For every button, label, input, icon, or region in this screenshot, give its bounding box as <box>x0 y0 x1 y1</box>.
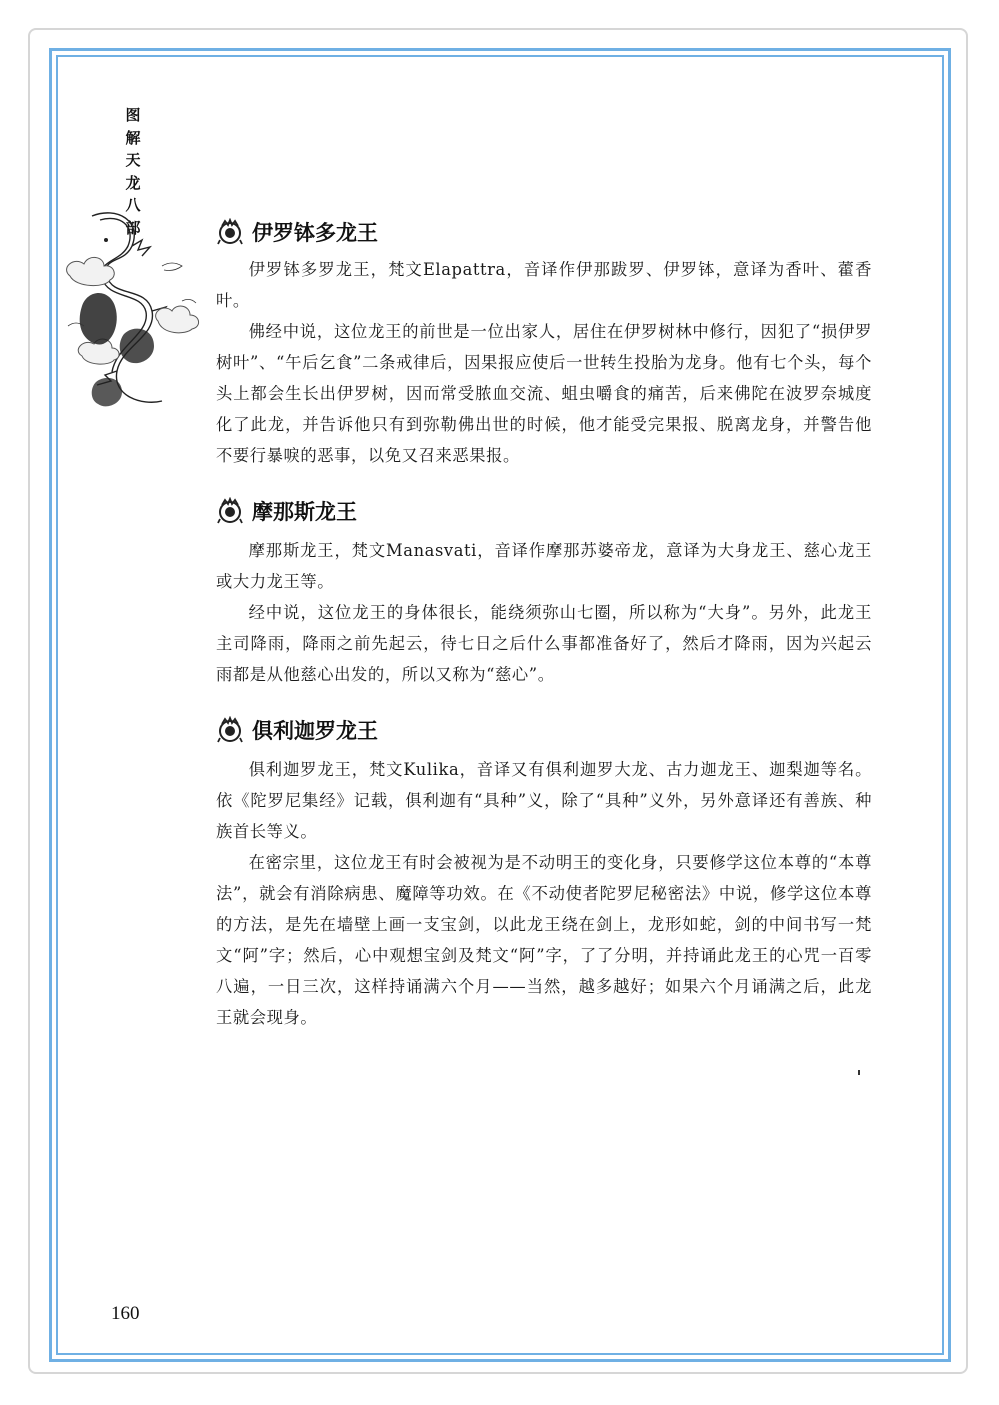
dragon-emblem-icon <box>216 716 244 744</box>
article-body <box>216 214 872 1033</box>
side-title-char: 八 <box>125 196 141 214</box>
section-title: 伊罗钵多龙王 <box>252 221 378 245</box>
section-heading <box>216 214 872 250</box>
paragraph: 在密宗里，这位龙王有时会被视为是不动明王的变化身，只要修学这位本尊的“本尊法”，就会有消除病患、魔障等功效。在《不动使者陀罗尼秘密法》中说，修学这位本尊的方法，是先在墙壁上画一支宝剑，以此龙王绕在剑上，龙形如蛇，剑的中间书写一梵文“阿”字；然后，心中观想宝剑及梵文“阿”字，了了分明，并持诵此龙王的心咒一百零八遍，一日三次，这样持诵满六个月——当然，越多越好；如果六个月诵满之后，此龙王就会现身。 <box>216 853 872 1027</box>
dragon-emblem-icon <box>216 497 244 525</box>
section-kulika <box>216 712 872 1033</box>
print-mark <box>858 1070 860 1075</box>
side-title-char: 龙 <box>125 173 141 192</box>
paragraph: 经中说，这位龙王的身体很长，能绕须弥山七圈，所以称为“大身”。另外，此龙王主司降雨，降雨之前先起云，待七日之后什么事都准备好了，然后才降雨，因为兴起云雨都是从他慈心出发的，所以又称为“慈心”。 <box>216 603 872 684</box>
dragon-illustration <box>62 206 210 416</box>
paragraph: 摩那斯龙王，梵文Manasvati，音译作摩那苏婆帝龙，意译为大身龙王、慈心龙王或大力龙王等。 <box>216 541 872 591</box>
paragraph: 佛经中说，这位龙王的前世是一位出家人，居住在伊罗树林中修行，因犯了“损伊罗树叶”、“午后乞食”二条戒律后，因果报应使后一世转生投胎为龙身。他有七个头，每个头上都会生长出伊罗树，因而常受脓血交流、蛆虫嚼食的痛苦，后来佛陀在波罗奈城度化了此龙，并告诉他只有到弥勒佛出世的时候，他才能受完果报、脱离龙身，并警告他不要行暴唳的恶事，以免又召来恶果报。 <box>216 322 872 465</box>
paragraph: 俱利迦罗龙王，梵文Kulika，音译又有俱利迦罗大龙、古力迦龙王、迦梨迦等名。依《陀罗尼集经》记载，俱利迦有“具种”义，除了“具种”义外，另外意译还有善族、种族首长等义。 <box>216 760 872 841</box>
side-title-char: 天 <box>125 151 141 169</box>
section-heading <box>216 712 872 748</box>
section-title: 摩那斯龙王 <box>252 500 357 524</box>
paragraph: 伊罗钵多罗龙王，梵文Elapattra，音译作伊那跋罗、伊罗钵，意译为香叶、藿香叶。 <box>216 260 872 310</box>
section-title: 俱利迦罗龙王 <box>252 719 378 743</box>
side-title-char: 部 <box>125 218 141 237</box>
page-number: 160 <box>111 1303 140 1324</box>
section-manasvati <box>216 493 872 690</box>
dragon-emblem-icon <box>216 218 244 246</box>
section-elapattra <box>216 214 872 471</box>
side-title-char: 图 <box>125 106 141 124</box>
side-title-char: 解 <box>125 128 141 147</box>
section-heading <box>216 493 872 529</box>
